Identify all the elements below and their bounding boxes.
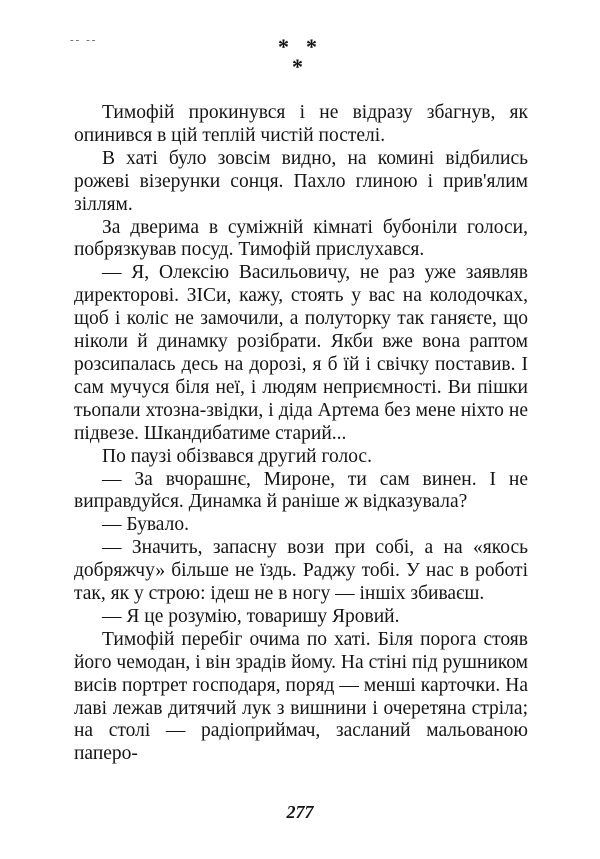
dialogue-paragraph: — Бувало.: [102, 514, 189, 536]
dialogue-paragraph: — Я, Олексію Васильовичу, не раз уже заявляв директорові. ЗІСи, кажу, стоять у вас на колодочках, щоб і коліс не замочили, а полуторку так ганяєте, що ніколи й динамку розібрати. Якби вже вона раптом розсипалась десь на дорозі, я б їй і свічку поставив. І сам мучуся біля неї, і людям неприємності. Ви пішки тьопали хтозна-звідки, і діда Артема без мене ніхто не підвезе. Шкандибатиме старий...: [74, 262, 528, 444]
paragraph: За дверима в суміжній кімнаті бубоніли голоси, побрязкував посуд. Тимофій прислухався.: [74, 216, 528, 261]
dialogue-paragraph: — Я це розумію, товаришу Яровий.: [102, 605, 400, 627]
dialogue-paragraph: — За вчорашнє, Мироне, ти сам винен. І не виправдуйся. Динамка й раніше ж відказувала?: [74, 468, 528, 513]
paragraph: По паузі обізвався другий голос.: [102, 445, 372, 467]
asterisk: *: [278, 34, 289, 59]
paragraph: В хаті було зовсім видно, на комині відбились рожеві візерунки сонця. Пахло глиною і прив'ялим зіллям.: [74, 147, 528, 215]
body-text: [74, 102, 528, 766]
paragraph: Тимофій перебіг очима по хаті. Біля порога стояв його чемодан, і він зрадів йому. На стіні під рушником висів портрет господаря, поряд — менші карточки. На лаві лежав дитячий лук з вишнини і очеретяна стріла; на столі — радіоприймач, засланий мальованою паперо-: [74, 628, 528, 765]
section-separator: [270, 36, 330, 80]
asterisk: *: [292, 54, 303, 79]
corner-mark: -- --: [70, 34, 98, 46]
dialogue-paragraph: — Значить, запасну вози при собі, а на «якось добряжчу» більше не їздь. Раджу тобі. У нас в роботі так, як у строю: ідеш не в ногу — іншіх збиваєш.: [74, 537, 528, 605]
page-number: 277: [286, 802, 314, 822]
paragraph: Тимофій прокинувся і не відразу збагнув, як опинився в цій теплій чистій постелі.: [74, 102, 528, 146]
asterisk: *: [306, 34, 317, 59]
